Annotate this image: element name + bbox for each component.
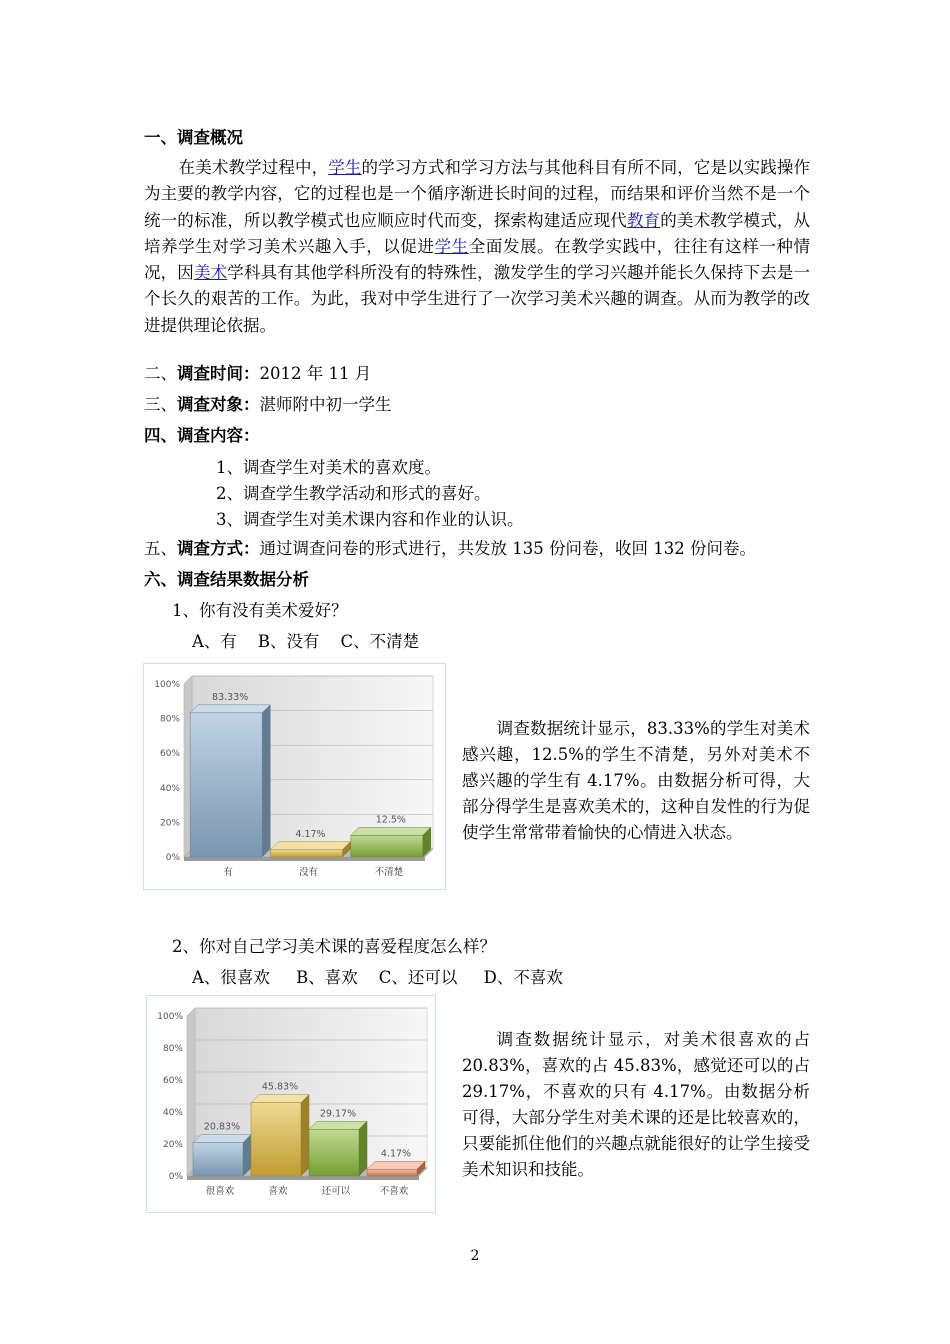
- survey-method: 通过调查问卷的形式进行，共发放 135 份问卷，收回 132 份问卷。: [259, 539, 756, 558]
- x-category-label: 不喜欢: [379, 1186, 409, 1197]
- x-category-label: 有: [223, 867, 233, 878]
- question-2: 2、你对自己学习美术课的喜爱程度怎么样？: [172, 937, 496, 956]
- section-prefix: 二、: [144, 364, 177, 383]
- bar-top: [351, 827, 431, 835]
- bar-value-label: 4.17%: [295, 828, 326, 840]
- bar-side: [301, 1095, 309, 1176]
- section-label: 调查时间：: [177, 364, 260, 383]
- bar-top: [271, 842, 351, 850]
- section-prefix: 三、: [144, 395, 177, 414]
- section-5: [144, 536, 756, 562]
- section-3: [144, 392, 392, 418]
- x-category-label: 很喜欢: [205, 1186, 235, 1197]
- x-category-label: 不清楚: [374, 867, 404, 878]
- bar-top: [190, 705, 270, 713]
- paragraph-text: 的美术教学模式，从培养学生对学习美术兴趣入手，以促进: [144, 210, 811, 256]
- paragraph-text: 在美术教学过程中，: [178, 158, 329, 177]
- content-item: 1、调查学生对美术的喜欢度。: [216, 458, 441, 477]
- question-2-analysis: 调查数据统计显示，对美术很喜欢的占 20.83%，喜欢的占 45.83%，感觉还可以的占 29.17%，不喜欢的只有 4.17%。由数据分析可得，大部分学生对美术课的还是比较喜欢的，只要能抓住他们的兴趣点就能很好的让学生接受美术知识和技能。: [462, 1030, 810, 1179]
- link-art[interactable]: 美术: [193, 263, 228, 283]
- link-student[interactable]: 学生: [328, 158, 362, 177]
- bar: [351, 835, 423, 857]
- y-tick-label: 80%: [159, 714, 180, 725]
- y-tick-label: 60%: [159, 749, 180, 760]
- paragraph-text: 学科具有其他学科所没有的特殊性，激发学生的学习兴趣并能长久保持下去是一个长久的艰苦的工作。为此，我对中学生进行了一次学习美术兴趣的调查。从而为教学的改进提供理论依据。: [144, 263, 811, 335]
- y-tick-label: 0%: [168, 1172, 183, 1182]
- survey-target: 湛师附中初一学生: [259, 395, 392, 414]
- section-label: 调查对象：: [177, 395, 260, 414]
- paragraph-text: 的学习方式和学习方法与其他科目有所不同，它是以实践操作为主要的教学内容，它的过程也是一个循序渐进长时间的过程，而结果和评价当然不是一个统一的标准，所以教学模式也应顺应时代而变，探索构建适应现代: [144, 158, 811, 230]
- question-1-analysis: 调查数据统计显示，83.33%的学生对美术感兴趣，12.5%的学生不清楚，另外对美术不感兴趣的学生有 4.17%。由数据分析可得，大部分得学生是喜欢美术的，这种自发性的行为促使学生常常带着愉快的心情进入状态。: [462, 719, 810, 842]
- bar-value-label: 20.83%: [203, 1121, 241, 1133]
- section-1-heading: 一、调查概况: [144, 128, 243, 147]
- question-2-options: A、很喜欢 B、喜欢 C、还可以 D、不喜欢: [192, 968, 563, 987]
- y-tick-label: 60%: [162, 1076, 183, 1086]
- bar: [190, 713, 262, 857]
- bar-value-label: 83.33%: [212, 691, 249, 703]
- content-item: 3、调查学生对美术课内容和作业的认识。: [216, 510, 524, 529]
- link-education[interactable]: 教育: [626, 210, 661, 230]
- bar: [367, 1169, 417, 1176]
- x-category-label: 喜欢: [268, 1186, 288, 1197]
- content-item: 2、调查学生教学活动和形式的喜好。: [216, 484, 491, 503]
- y-tick-label: 40%: [159, 783, 180, 794]
- bar-top: [251, 1095, 309, 1103]
- bar-top: [193, 1135, 251, 1143]
- x-category-label: 还可以: [321, 1186, 351, 1197]
- bar: [271, 850, 343, 857]
- chart-2: [146, 995, 436, 1213]
- section-6-heading: 六、调查结果数据分析: [144, 570, 309, 589]
- page-number: 2: [470, 1248, 480, 1264]
- question-1: 1、你有没有美术爱好？: [172, 601, 348, 620]
- x-category-label: 没有: [298, 867, 319, 878]
- question-1-options: A、有 B、没有 C、不清楚: [192, 632, 420, 651]
- y-tick-label: 0%: [165, 853, 180, 863]
- bar-side: [359, 1121, 367, 1176]
- link-student[interactable]: 学生: [434, 236, 469, 256]
- y-tick-label: 20%: [159, 818, 180, 829]
- paragraph-text: 全面发展。在教学实践中，往往有这样一种情况，因: [144, 236, 811, 283]
- chart-floor-edge: [184, 857, 425, 861]
- bar: [309, 1129, 359, 1176]
- bar: [251, 1103, 301, 1176]
- chart-1: [143, 663, 446, 890]
- section-2: [144, 361, 371, 387]
- y-tick-label: 80%: [162, 1044, 183, 1054]
- section-label: 调查方式：: [177, 539, 260, 558]
- y-tick-label: 20%: [162, 1140, 183, 1150]
- bar-side: [262, 705, 270, 857]
- bar-top: [367, 1161, 425, 1169]
- section-1-paragraph: [144, 155, 810, 339]
- bar-value-label: 29.17%: [319, 1108, 357, 1120]
- bar-value-label: 12.5%: [375, 814, 406, 826]
- y-tick-label: 100%: [154, 680, 180, 690]
- bar: [193, 1143, 243, 1176]
- bar-top: [309, 1121, 367, 1129]
- chart-1-svg: [144, 664, 445, 889]
- y-tick-label: 40%: [162, 1108, 183, 1118]
- bar-value-label: 45.83%: [261, 1081, 299, 1093]
- chart-2-svg: [147, 996, 435, 1212]
- bar-value-label: 4.17%: [380, 1148, 412, 1160]
- section-prefix: 五、: [144, 539, 177, 558]
- y-tick-label: 100%: [157, 1012, 183, 1022]
- section-4-heading: 四、调查内容：: [144, 426, 260, 445]
- chart-floor-edge: [187, 1176, 419, 1180]
- survey-time: 2012 年 11 月: [259, 364, 372, 383]
